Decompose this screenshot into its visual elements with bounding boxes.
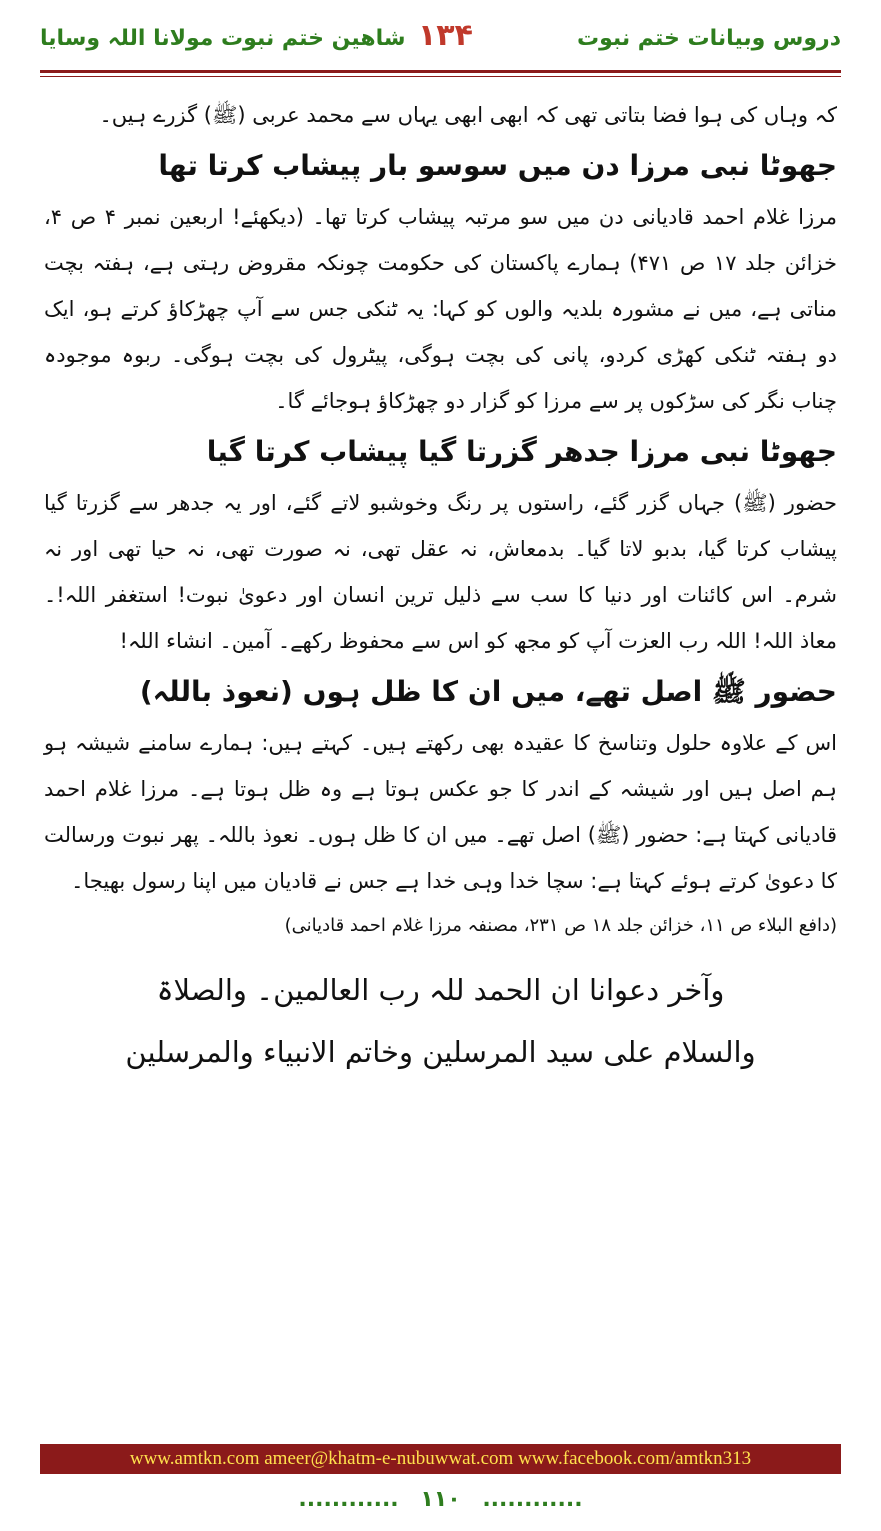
paragraph-3: حضور (ﷺ) جہاں گزر گئے، راستوں پر رنگ وخوشبو لاتے گئے، اور یہ جدھر سے گزرتا گیا پیشاب کرتا گیا، بدبو لاتا گیا۔ بدمعاش، نہ عقل تھی، نہ صورت تھی، نہ حیا تھی اور نہ شرم۔ اس کائنات اور دنیا کا سب سے ذلیل ترین انسان اور دعویٰ نبوت! استغفر اللہ!۔ معاذ اللہ! اللہ رب العزت آپ کو مجھ کو اس سے محفوظ رکھے۔ آمین۔ انشاء اللہ! — [44, 491, 837, 653]
header-page-number: ۱۳۴ — [418, 18, 473, 53]
page-header — [40, 18, 841, 58]
heading-2: جھوٹا نبی مرزا جدھر گزرتا گیا پیشاب کرتا گیا — [206, 435, 837, 468]
heading-3: حضور ﷺ اصل تھے، میں ان کا ظل ہوں (نعوذ باللہ) — [139, 675, 837, 708]
closing-dua-line-2: والسلام علی سید المرسلین وخاتم الانبیاء والمرسلین — [125, 1035, 756, 1069]
header-rule — [40, 70, 841, 73]
closing-dua-line-1: وآخر دعوانا ان الحمد للہ رب العالمین۔ والصلاۃ — [156, 973, 725, 1007]
footer-page-number — [0, 1487, 881, 1512]
heading-1: جھوٹا نبی مرزا دن میں سوسو بار پیشاب کرتا تھا — [158, 149, 837, 182]
reference-citation: (دافع البلاء ص ۱۱، خزائن جلد ۱۸ ص ۲۳۱، مصنفہ مرزا غلام احمد قادیانی) — [284, 915, 837, 936]
page-body — [44, 92, 837, 1080]
header-rule-thin — [40, 76, 841, 77]
page-number: ۱۱۰ — [420, 1487, 461, 1512]
dots-right: ............ — [482, 1487, 583, 1512]
paragraph-4: اس کے علاوہ حلول وتناسخ کا عقیدہ بھی رکھتے ہیں۔ کہتے ہیں: ہمارے سامنے شیشہ ہو ہم اصل ہیں اور شیشہ کے اندر کا جو عکس ہوتا ہے وہ ظل ہوتا ہے۔ مرزا غلام احمد قادیانی کہتا ہے: حضور (ﷺ) اصل تھے۔ میں ان کا ظل ہوں۔ نعوذ باللہ۔ پھر نبوت ورسالت کا دعویٰ کرتے ہوئے کہتا ہے: سچا خدا وہی خدا ہے جس نے قادیان میں اپنا رسول بھیجا۔ — [44, 731, 837, 893]
paragraph-1: کہ وہاں کی ہوا فضا بتاتی تھی کہ ابھی ابھی یہاں سے محمد عربی (ﷺ) گزرے ہیں۔ — [99, 103, 837, 127]
author-title: شاھین ختم نبوت مولانا اللہ وسایا — [40, 26, 406, 51]
footer-links-bar: www.amtkn.com ameer@khatm-e-nubuwwat.com www.facebook.com/amtkn313 — [40, 1444, 841, 1474]
dots-left: ............ — [298, 1487, 399, 1512]
book-title: دروس وبیانات ختم نبوت — [577, 26, 841, 51]
paragraph-2: مرزا غلام احمد قادیانی دن میں سو مرتبہ پیشاب کرتا تھا۔ (دیکھئے! اربعین نمبر ۴ ص ۴، خزائن جلد ۱۷ ص ۴۷۱) ہمارے پاکستان کی حکومت چونکہ مقروض رہتی ہے، ہفتہ بچت مناتی ہے، میں نے مشورہ بلدیہ والوں کو کہا: یہ ٹنکی جس سے آپ چھڑکاؤ کرتے ہو، ایک دو ہفتہ ٹنکی کھڑی کردو، پانی کی بچت ہوگی، پیٹرول کی بچت ہوگی۔ ربوہ موجودہ چناب نگر کی سڑکوں پر سے مرزا کو گزار دو چھڑکاؤ ہوجائے گا۔ — [44, 205, 837, 413]
